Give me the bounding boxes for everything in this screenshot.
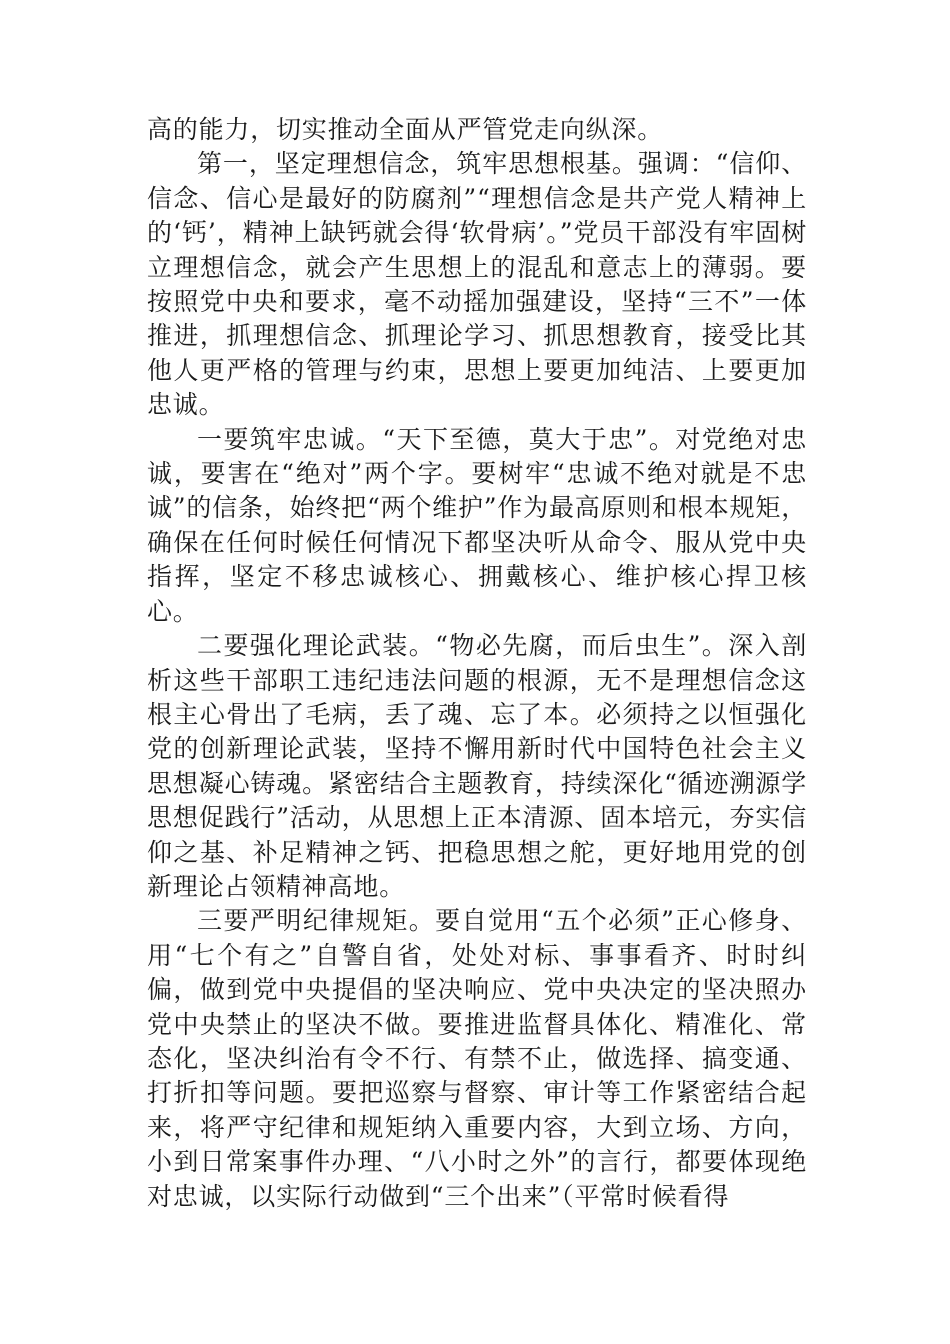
paragraph-theory: 二要强化理论武装。“物必先腐，而后虫生”。深入剖析这些干部职工违纪违法问题的根源，无不是理想信念这根主心骨出了毛病，丢了魂、忘了本。必须持之以恒强化党的创新理论武装，坚持不懈用新时代中国特色社会主义思想凝心铸魂。紧密结合主题教育，持续深化“循迹溯源学思想促践行”活动，从思想上正本清源、固本培元，夯实信仰之基、补足精神之钙、把稳思想之舵，更好地用党的创新理论占领精神高地。 — [147, 631, 807, 901]
paragraph-loyalty: 一要筑牢忠诚。“天下至德，莫大于忠”。对党绝对忠诚，要害在“绝对”两个字。要树牢“忠诚不绝对就是不忠诚”的信条，始终把“两个维护”作为最高原则和根本规矩，确保在任何时候任何情况下都坚决听从命令、服从党中央指挥，坚定不移忠诚核心、拥戴核心、维护核心捍卫核心。 — [147, 424, 807, 626]
paragraph-continuation: 高的能力，切实推动全面从严管党走向纵深。 — [147, 115, 664, 144]
paragraph-discipline: 三要严明纪律规矩。要自觉用“五个必须”正心修身、用“七个有之”自警自省，处处对标、事事看齐、时时纠偏，做到党中央提倡的坚决响应、党中央决定的坚决照办党中央禁止的坚决不做。要推进监督具体化、精准化、常态化，坚决纠治有令不行、有禁不止，做选择、搞变通、打折扣等问题。要把巡察与督察、审计等工作紧密结合起来，将严守纪律和规矩纳入重要内容，大到立场、方向，小到日常案事件办理、“八小时之外”的言行，都要体现绝对忠诚，以实际行动做到“三个出来”（平常时候看得 — [147, 906, 807, 1211]
body-text — [147, 113, 807, 1214]
paragraph-first-point: 第一，坚定理想信念，筑牢思想根基。强调：“信仰、信念、信心是最好的防腐剂”“理想信念是共产党人精神上的‘钙’，精神上缺钙就会得‘软骨病’。”党员干部没有牢固树立理想信念，就会产生思想上的混乱和意志上的薄弱。要按照党中央和要求，毫不动摇加强建设，坚持“三不”一体推进，抓理想信念、抓理论学习、抓思想教育，接受比其他人更严格的管理与约束，思想上要更加纯洁、上要更加忠诚。 — [147, 149, 807, 420]
